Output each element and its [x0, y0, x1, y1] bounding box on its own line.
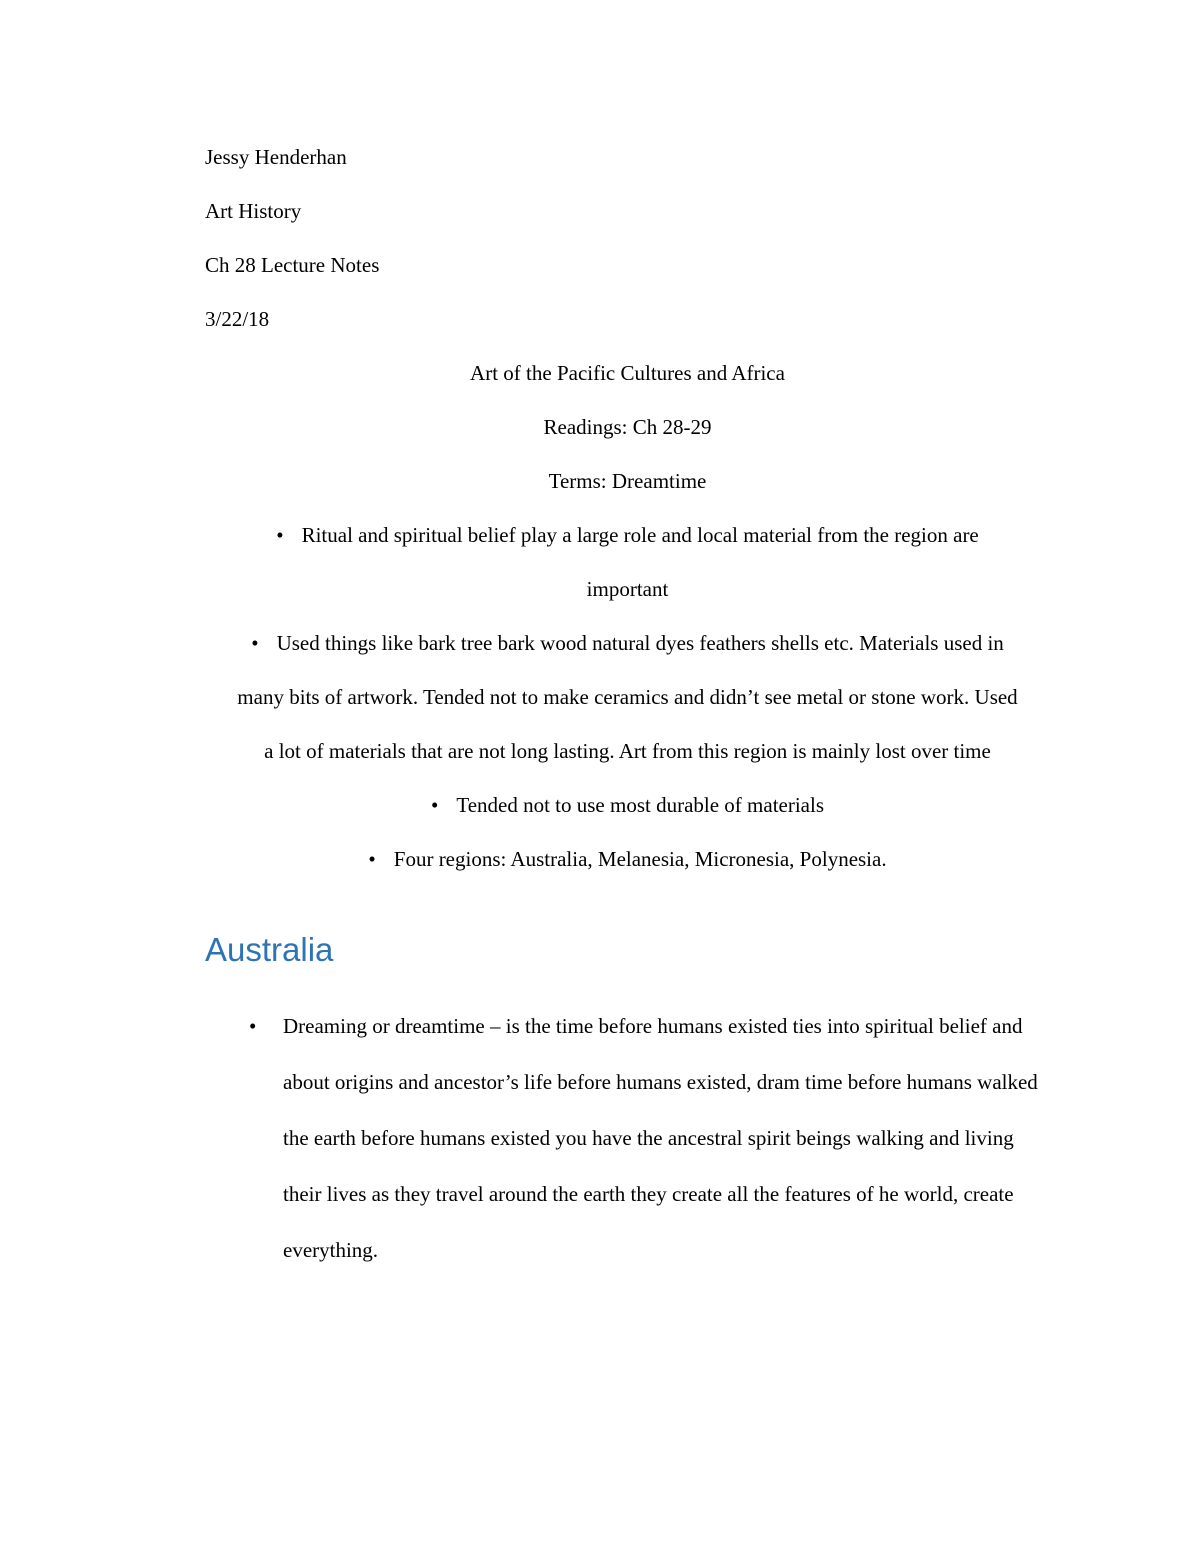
author-name: Jessy Henderhan [205, 145, 347, 169]
section-heading-australia: Australia [205, 931, 334, 968]
course-name: Art History [205, 199, 302, 223]
header-block [205, 130, 1050, 346]
list-item [205, 998, 1050, 1278]
list-item-text: • Tended not to use most durable of materials [265, 778, 990, 832]
readings-line: Readings: Ch 28-29 [543, 415, 712, 439]
list-item-text: • Used things like bark tree bark wood natural dyes feathers shells etc. Materials used in many bits of artwork. Tended not to make ceramics and didn’t see metal or stone work. Used a lot of materials that are not long lasting. Art from this region is mainly lost over time [237, 616, 1018, 778]
list-item-text: Dreaming or dreamtime – is the time before humans existed ties into spiritual belief and about origins and ancestor’s life before humans existed, dram time before humans walked the earth before humans existed you have the ancestral spirit beings walking and living their lives as they travel around the earth they create all the features of he world, create everything. [283, 1014, 1038, 1262]
document-subject: Ch 28 Lecture Notes [205, 253, 380, 277]
list-item [205, 778, 1050, 832]
list-item-text: • Ritual and spiritual belief play a large role and local material from the region are important [237, 508, 1018, 616]
australia-bullet-list [205, 998, 1050, 1278]
centered-title-block [205, 346, 1050, 508]
list-item [205, 832, 1050, 886]
list-item-text: • Four regions: Australia, Melanesia, Micronesia, Polynesia. [265, 832, 990, 886]
list-item [205, 616, 1050, 778]
list-item [205, 508, 1050, 616]
document-date: 3/22/18 [205, 307, 270, 331]
terms-line: Terms: Dreamtime [548, 469, 707, 493]
intro-bullet-list [205, 508, 1050, 886]
page-title: Art of the Pacific Cultures and Africa [470, 361, 785, 385]
